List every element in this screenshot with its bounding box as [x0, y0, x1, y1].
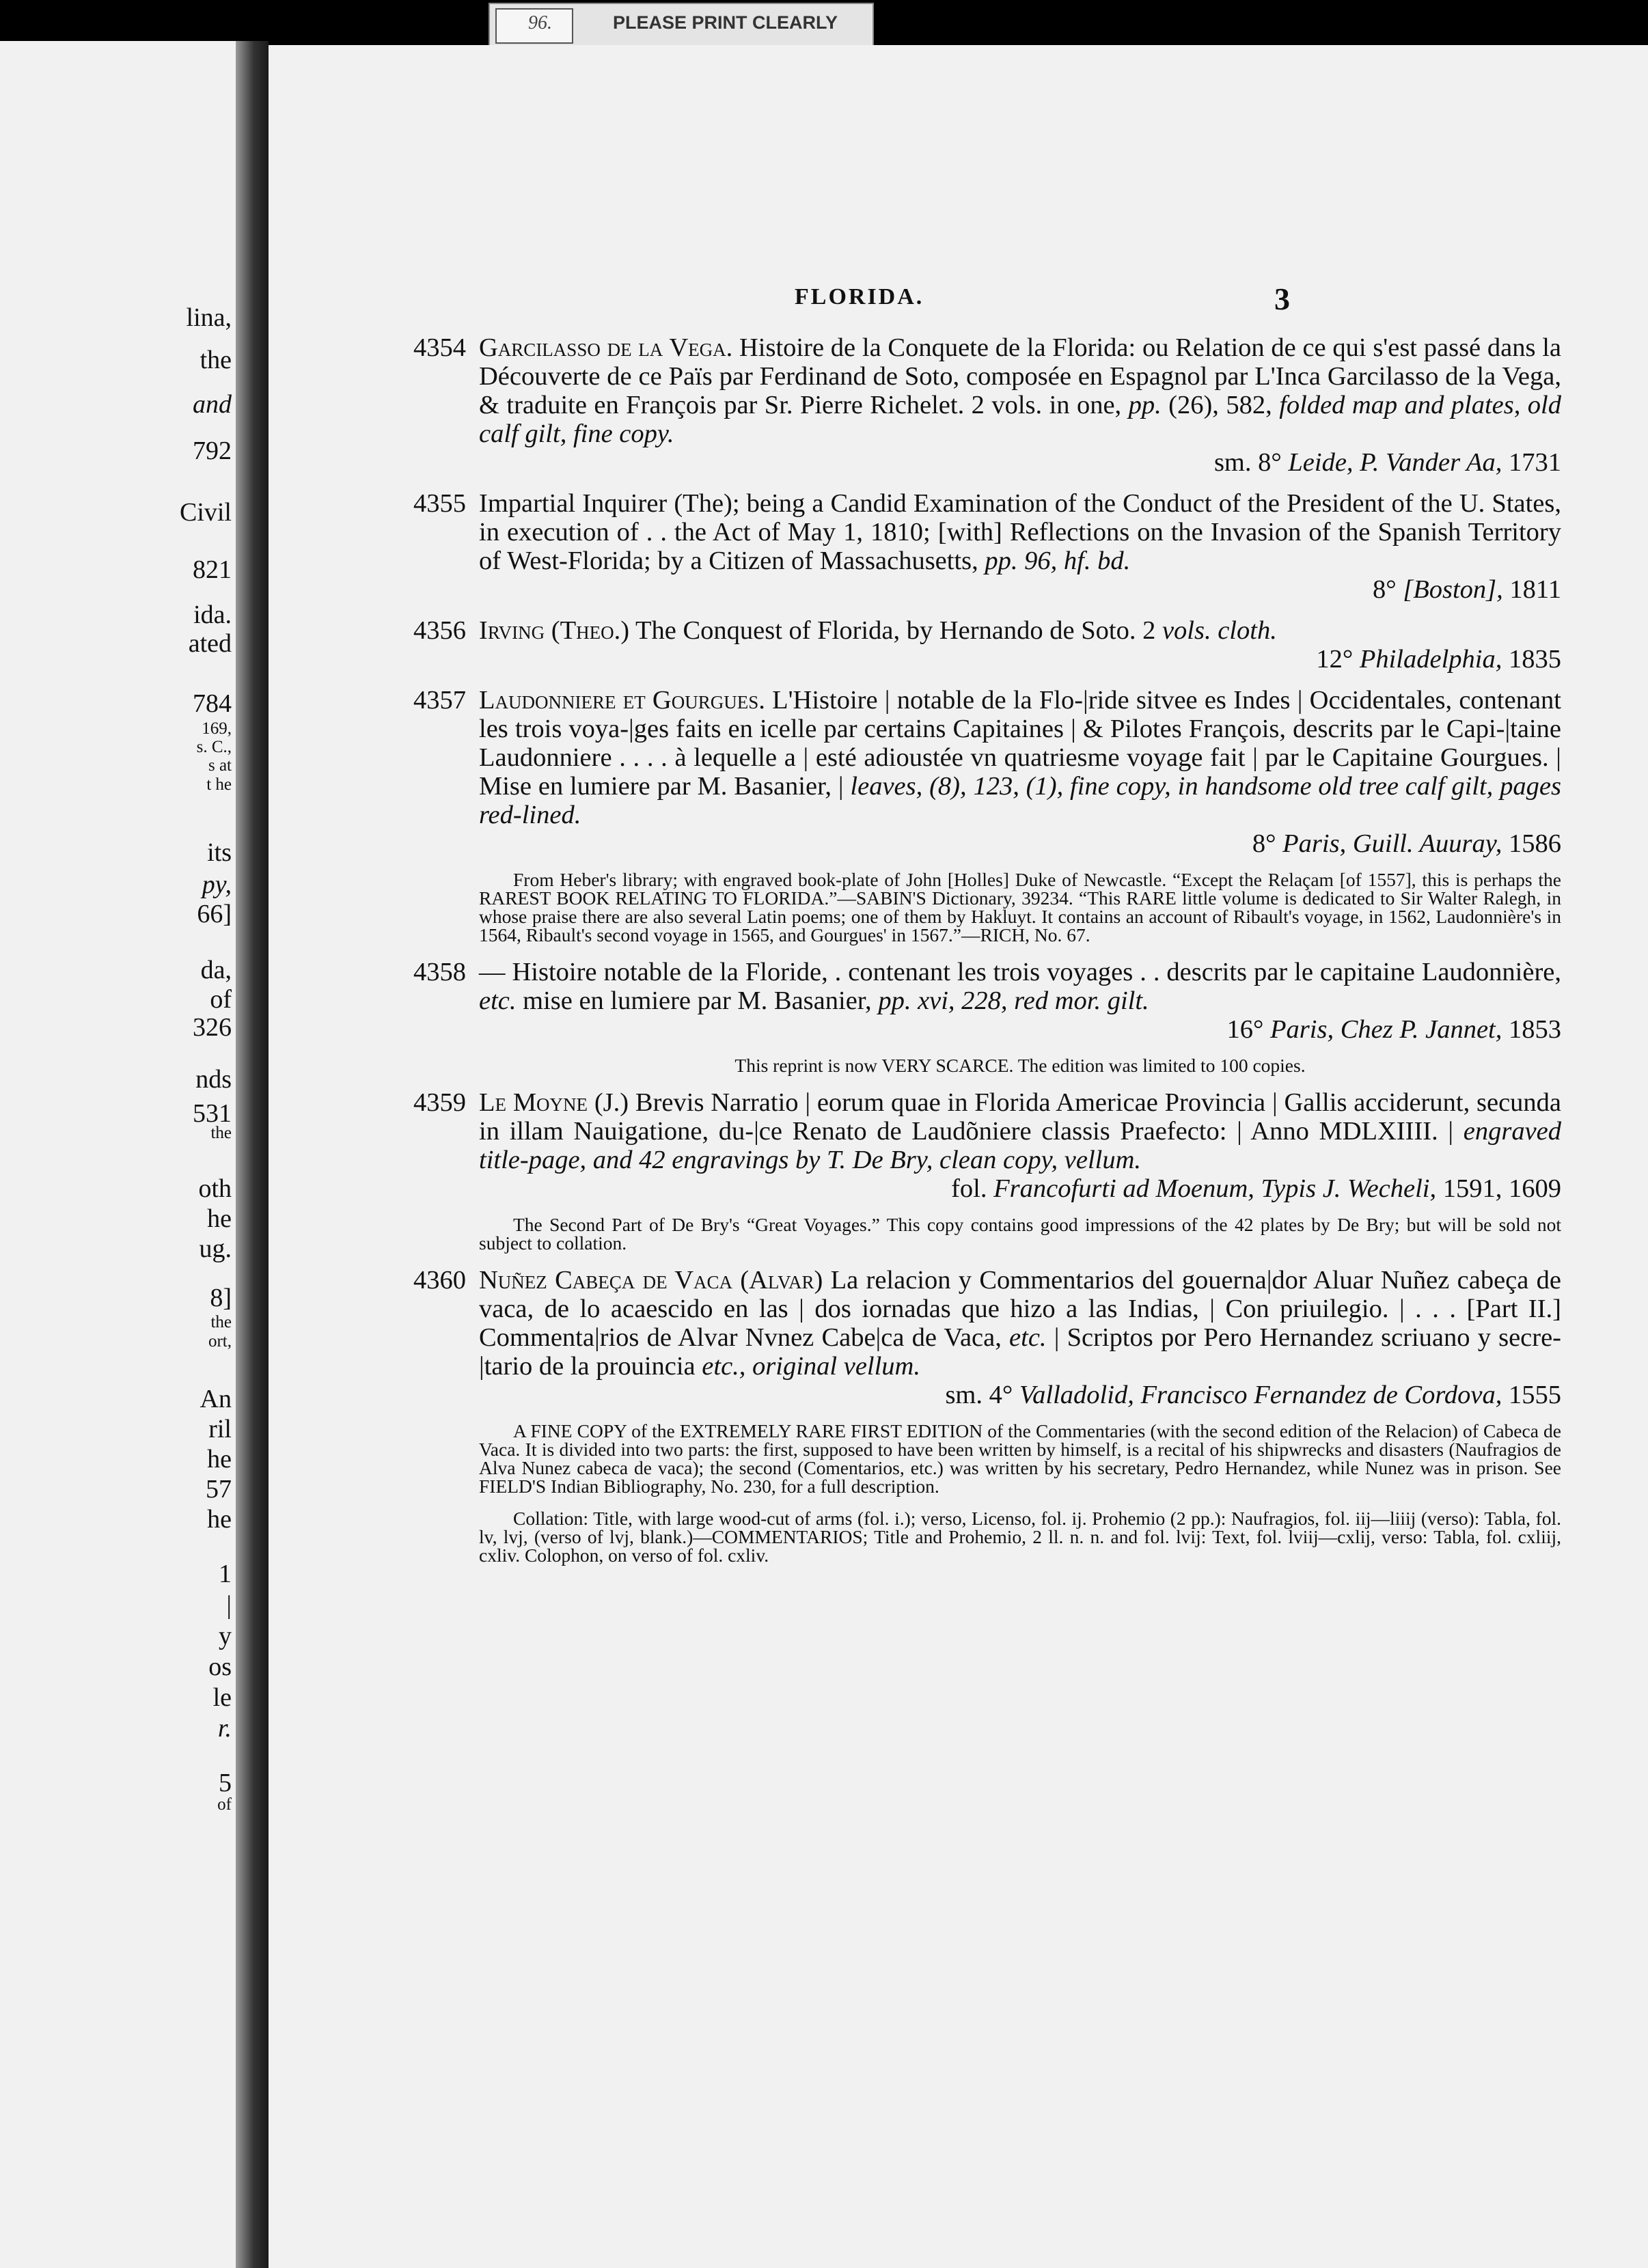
catalogue-entry-4354: [413, 333, 1561, 477]
entry-pp: pp.: [1128, 391, 1162, 419]
left-page-fragment: da,: [200, 956, 232, 984]
left-page-fragment: the: [210, 1313, 232, 1331]
entry-year: 1853: [1509, 1015, 1561, 1044]
entry-author: Le Moyne (J.): [479, 1088, 629, 1117]
running-head: FLORIDA.: [795, 284, 924, 309]
catalogue-entry-4355: [413, 489, 1561, 604]
entry-format: 12°: [1316, 645, 1354, 674]
left-page-fragment: 8]: [210, 1284, 232, 1312]
entry-format: 16°: [1226, 1015, 1264, 1044]
slip-box: [495, 8, 573, 44]
lot-number: 4360: [413, 1266, 466, 1295]
entry-note: The Second Part of De Bry's “Great Voyages.” This copy contains good impressions of the 42 plates by De Bry; but will be sold not subject to collation.: [479, 1214, 1561, 1254]
left-page-fragment: the: [210, 1124, 232, 1142]
lot-number: 4357: [413, 686, 466, 715]
entry-etc-2: etc.,: [702, 1352, 746, 1381]
entry-year: 1555: [1509, 1381, 1561, 1409]
entry-author: Laudonniere et Gourgues.: [479, 686, 765, 715]
left-page-fragment: its: [207, 838, 232, 867]
left-page-fragment: oth: [198, 1174, 232, 1203]
left-page-fragment: os: [208, 1652, 232, 1681]
entry-description: folded map and plates, old calf gilt, fine copy.: [479, 391, 1561, 448]
entry-description: pp. 96, hf. bd.: [985, 547, 1131, 575]
left-page-fragment: he: [207, 1505, 232, 1534]
entry-description: pp. xvi, 228, red mor. gilt.: [878, 986, 1149, 1015]
left-page-fragment: s. C.,: [196, 738, 232, 756]
left-page-fragment: ated: [188, 629, 232, 658]
entry-year: 1586: [1509, 829, 1561, 858]
left-page-edge: [0, 41, 236, 2268]
left-page-fragment: 784: [193, 689, 232, 718]
entry-description: original vellum.: [745, 1352, 920, 1381]
entry-format: sm. 4°: [945, 1381, 1013, 1409]
left-page-fragment: |: [226, 1591, 232, 1620]
left-page-fragment: he: [207, 1445, 232, 1474]
entry-format: 8°: [1252, 829, 1276, 858]
request-slip: [489, 3, 874, 48]
entry-description: vols. cloth.: [1162, 616, 1277, 645]
left-page-fragment: s at: [208, 756, 232, 775]
entry-imprint-line: [479, 1174, 1561, 1203]
left-page-fragment: ida.: [193, 600, 232, 629]
entry-author: Nuñez Cabeça de Vaca (Alvar): [479, 1266, 823, 1295]
left-page-fragment: 66]: [197, 900, 232, 928]
entry-etc: etc.: [1009, 1323, 1047, 1352]
entry-imprint: Francofurti ad Moenum, Typis J. Wecheli,: [993, 1174, 1437, 1203]
entry-body: La relacion y Commentarios del gouerna|dor Aluar Nuñez cabeça de vaca, de lo acaescido en las | dos iornadas que hizo a las Indias, | Con priuilegio. | . . . [Part II.] Commenta|rios de Alvar Nvnez Cabe|ca de Vaca,: [479, 1266, 1561, 1352]
left-page-fragment: the: [200, 346, 232, 374]
entry-body-cont: | Scriptos por Pero Hernandez scriuano y secre-|tario de la prouincia: [479, 1323, 1562, 1381]
left-page-fragment: ort,: [208, 1332, 232, 1351]
left-page-fragment: he: [207, 1204, 232, 1233]
entry-collation: Collation: Title, with large wood-cut of arms (fol. i.); verso, Licenso, fol. ij. Prohemio (2 pp.): Naufragios, fol. iij—liiij (verso): Tabla, fol. lv, lvj, (verso of lvj, blank.)—COMMENTARIOS; Title and Prohemio, 2 ll. n. n. and fol. lvij: Text, fol. lviij—cxlij, verso: Tabla, fol. cxliij, cxliv. Colophon, on verso of fol. cxliv.: [479, 1508, 1561, 1566]
left-page-fragment: 5: [219, 1769, 232, 1797]
entry-description: engraved title-page, and 42 engravings by T. De Bry, clean copy, vellum.: [479, 1117, 1561, 1174]
left-page-fragment: t he: [206, 775, 232, 794]
left-page-fragment: 821: [193, 555, 232, 584]
left-page-fragment: ril: [208, 1415, 232, 1443]
entry-year: 1835: [1509, 645, 1561, 674]
entry-imprint: Paris, Chez P. Jannet,: [1270, 1015, 1502, 1044]
catalogue-entry-4357: [413, 686, 1561, 858]
entry-imprint: Paris, Guill. Auuray,: [1282, 829, 1502, 858]
entry-body: The Conquest of Florida, by Hernando de Soto. 2: [629, 616, 1162, 645]
left-page-fragment: py,: [202, 870, 232, 899]
entry-imprint: Valladolid, Francisco Fernandez de Cordova,: [1019, 1381, 1502, 1409]
left-page-fragment: 57: [206, 1475, 232, 1504]
entry-imprint: Leide, P. Vander Aa,: [1288, 448, 1502, 477]
entry-imprint-line: [479, 829, 1561, 858]
entry-year: 1591, 1609: [1442, 1174, 1561, 1203]
entry-author: Irving (Theo.): [479, 616, 630, 645]
entry-body: Impartial Inquirer (The); being a Candid Examination of the Conduct of the President of the U. States, in execution of . . the Act of May 1, 1810; [with] Reflections on the Invasion of the Spanish Territory of West-Florida; by a Citizen of Massachusetts,: [479, 489, 1561, 575]
left-page-fragment: Civil: [179, 498, 232, 527]
entry-note: From Heber's library; with engraved book-plate of John [Holles] Duke of Newcastle. “Except the Relaçam [of 1557], this is perhaps the RAREST BOOK RELATING TO FLORIDA.”—SABIN'S Dictionary, 39234. “This RARE little volume is dedicated to Sir Walter Ralegh, in whose praise there are also several Latin poems; one of them by Hakluyt. It contains an account of Ribault's voyage, in 1562, Laudonnière's in 1564, Ribault's second voyage in 1565, and Gourgues' in 1567.”—RICH, No. 67.: [479, 869, 1561, 945]
left-page-fragment: ug.: [199, 1234, 232, 1263]
entry-imprint-line: [479, 448, 1561, 477]
catalogue-entry-4356: [413, 616, 1561, 674]
slip-header: PLEASE PRINT CLEARLY: [613, 12, 838, 33]
entry-imprint-line: [479, 1015, 1561, 1044]
entry-body: Histoire de la Conquete de la Florida: ou Relation de ce qui s'est passé dans la Découverte de ce Païs par Ferdinand de Soto, composée en Espagnol par L'Inca Garcilasso de la Vega, & traduite en François par Sr. Pierre Richelet. 2 vols. in one,: [479, 333, 1561, 419]
entry-body-cont: (26), 582,: [1161, 391, 1280, 419]
left-page-fragment: y: [219, 1622, 232, 1650]
entry-format: sm. 8°: [1213, 448, 1282, 477]
entry-format: fol.: [951, 1174, 987, 1203]
entry-etc: etc.: [479, 986, 517, 1015]
left-page-fragment: 326: [193, 1013, 232, 1042]
left-page-fragment: An: [200, 1385, 232, 1413]
entry-imprint-line: [479, 575, 1561, 604]
page-number: 3: [1274, 281, 1290, 316]
left-page-fragment: r.: [217, 1714, 232, 1743]
entry-imprint-line: [479, 645, 1561, 674]
entry-imprint: [Boston],: [1403, 575, 1503, 604]
left-page-fragment: 169,: [202, 719, 232, 738]
entry-description: leaves, (8), 123, (1), fine copy, in handsome old tree calf gilt, pages red-lined.: [479, 772, 1561, 829]
left-page-fragment: nds: [195, 1065, 232, 1094]
entry-body: — Histoire notable de la Floride, . contenant les trois voyages . . descrits par le capitaine Laudonnière,: [479, 958, 1561, 986]
lot-number: 4356: [413, 616, 466, 645]
left-page-fragment: 531: [193, 1099, 232, 1128]
entry-body-cont: mise en lumiere par M. Basanier,: [516, 986, 879, 1015]
left-page-fragment: 792: [193, 437, 232, 465]
entry-format: 8°: [1372, 575, 1397, 604]
entry-year: 1731: [1509, 448, 1561, 477]
right-page: [269, 45, 1648, 2268]
lot-number: 4359: [413, 1088, 466, 1117]
entry-note: This reprint is now VERY SCARCE. The edition was limited to 100 copies.: [734, 1055, 1306, 1076]
entry-imprint-line: [479, 1381, 1561, 1409]
lot-number: 4355: [413, 489, 466, 518]
catalogue-entry-4360: [413, 1266, 1561, 1409]
left-page-fragment: of: [217, 1795, 232, 1814]
left-page-fragment: le: [212, 1683, 232, 1712]
entry-author: Garcilasso de la Vega.: [479, 333, 733, 362]
left-page-fragment: and: [193, 390, 232, 419]
book-gutter: [236, 41, 269, 2268]
left-page-fragment: 1: [219, 1560, 232, 1588]
left-page-fragment: of: [210, 985, 232, 1014]
slip-box-text: 96.: [528, 12, 552, 33]
left-page-fragment: lina,: [186, 303, 232, 332]
entry-note: A FINE COPY of the EXTREMELY RARE FIRST EDITION of the Commentaries (with the second edition of the Relacion) of Cabeca de Vaca. It is divided into two parts: the first, supposed to have been written by himself, is a recital of his shipwrecks and disasters (Naufragios de Alva Nunez cabeca de vaca); the second (Comentarios, etc.) was written by his secretary, Pedro Hernandez, while Nunez was in prison. See FIELD'S Indian Bibliography, No. 230, for a full description.: [479, 1420, 1561, 1497]
catalogue-entries: [413, 333, 1561, 1578]
entry-year: 1811: [1509, 575, 1561, 604]
entry-imprint: Philadelphia,: [1359, 645, 1502, 674]
catalogue-entry-4358: [413, 958, 1561, 1044]
lot-number: 4358: [413, 958, 466, 986]
catalogue-entry-4359: [413, 1088, 1561, 1203]
entry-body: L'Histoire | notable de la Flo-|ride sitvee es Indes | Occidentales, contenant les trois voya-|ges faits en icelle par certains Capitaines | & Pilotes François, descrits par le Capi-|taine Laudonniere . . . . à lequelle a | esté adioustée vn quatriesme voyage fait | par le Capitaine Gourgues. | Mise en lumiere par M. Basanier, |: [479, 686, 1562, 801]
entry-body: Brevis Narratio | eorum quae in Florida Americae Provincia | Gallis acciderunt, secunda in illam Nauigatione, du-|ce Renato de Laudõniere classis Praefecto: | Anno MDLXIIII. |: [479, 1088, 1561, 1146]
lot-number: 4354: [413, 333, 466, 362]
